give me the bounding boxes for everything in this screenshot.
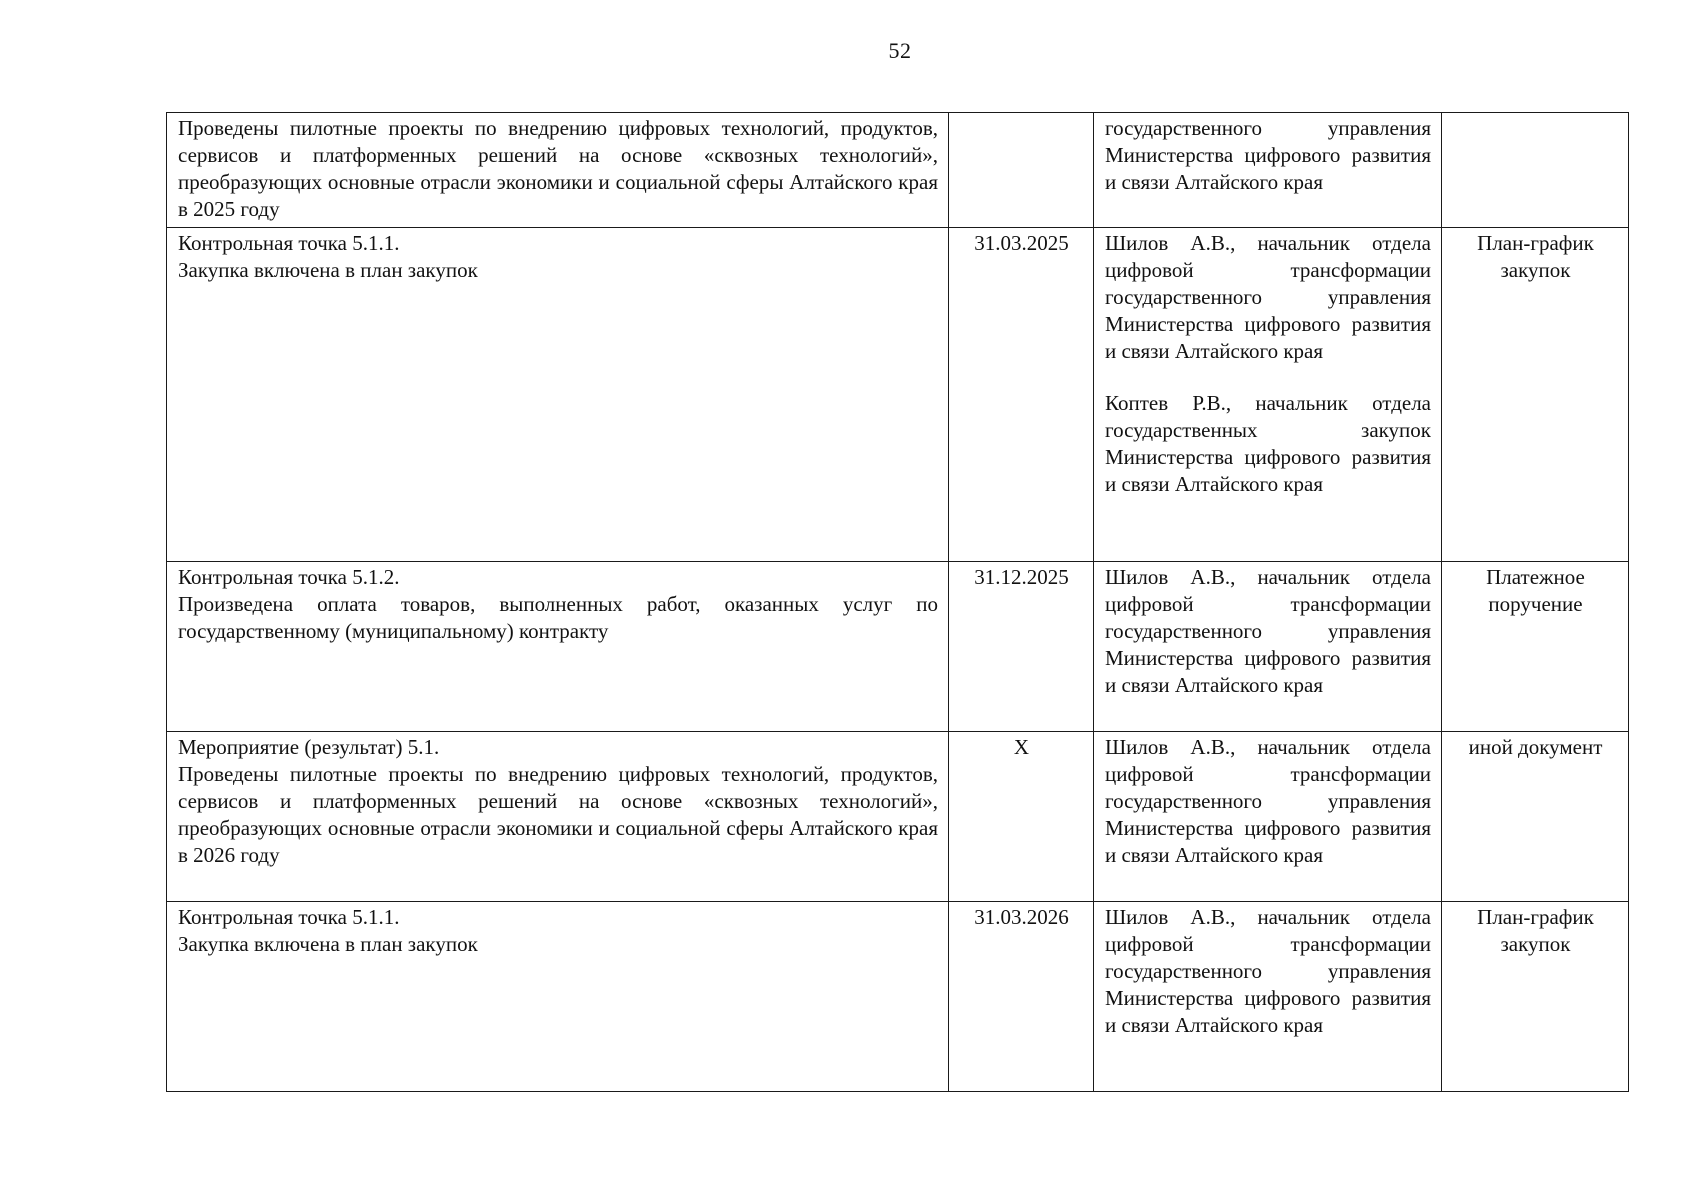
description-cell (167, 113, 949, 228)
document-cell: Платежное поручение (1442, 562, 1629, 732)
responsible-person: Шилов А.В., начальник отдела цифровой трансформации государственного управления Министерства цифрового развития и связи Алтайского края (1105, 565, 1431, 697)
table-row (167, 562, 1629, 732)
responsible-cell (1094, 902, 1442, 1092)
table-row (167, 732, 1629, 902)
responsible-person: Шилов А.В., начальник отдела цифровой трансформации государственного управления Министерства цифрового развития и связи Алтайского края (1105, 231, 1431, 363)
description-text: Закупка включена в план закупок (178, 932, 478, 956)
description-cell (167, 228, 949, 562)
description-text: Произведена оплата товаров, выполненных работ, оказанных услуг по государственному (муниципальному) контракту (178, 592, 938, 643)
date-cell (949, 113, 1094, 228)
page-number: 52 (888, 38, 912, 63)
description-cell (167, 732, 949, 902)
document-cell: иной документ (1442, 732, 1629, 902)
document-cell: План-график закупок (1442, 902, 1629, 1092)
description-text: Проведены пилотные проекты по внедрению цифровых технологий, продуктов, сервисов и платформенных решений на основе «сквозных технологий», преобразующих основные отрасли экономики и социальной сферы Алтайского края в 2026 году (178, 762, 938, 867)
table-row (167, 113, 1629, 228)
responsible-cell (1094, 228, 1442, 562)
description-text: Закупка включена в план закупок (178, 258, 478, 282)
table-row (167, 228, 1629, 562)
responsible-person: Шилов А.В., начальник отдела цифровой трансформации государственного управления Министерства цифрового развития и связи Алтайского края (1105, 905, 1431, 1037)
responsible-person: государственного управления Министерства цифрового развития и связи Алтайского края (1105, 116, 1431, 194)
responsible-person: Коптев Р.В., начальник отдела государственных закупок Министерства цифрового развития и связи Алтайского края (1105, 391, 1431, 496)
responsible-cell (1094, 562, 1442, 732)
date-cell: 31.03.2026 (949, 902, 1094, 1092)
row-title: Контрольная точка 5.1.1. (178, 905, 400, 929)
row-title: Мероприятие (результат) 5.1. (178, 735, 440, 759)
responsible-cell (1094, 732, 1442, 902)
table-row (167, 902, 1629, 1092)
date-cell: Х (949, 732, 1094, 902)
plan-table (166, 112, 1629, 1092)
row-title: Контрольная точка 5.1.1. (178, 231, 400, 255)
date-cell: 31.12.2025 (949, 562, 1094, 732)
document-cell (1442, 113, 1629, 228)
row-title: Контрольная точка 5.1.2. (178, 565, 400, 589)
date-cell: 31.03.2025 (949, 228, 1094, 562)
description-cell (167, 902, 949, 1092)
description-cell (167, 562, 949, 732)
document-cell: План-график закупок (1442, 228, 1629, 562)
responsible-person: Шилов А.В., начальник отдела цифровой трансформации государственного управления Министерства цифрового развития и связи Алтайского края (1105, 735, 1431, 867)
description-text: Проведены пилотные проекты по внедрению цифровых технологий, продуктов, сервисов и платформенных решений на основе «сквозных технологий», преобразующих основные отрасли экономики и социальной сферы Алтайского края в 2025 году (178, 116, 938, 221)
responsible-cell (1094, 113, 1442, 228)
